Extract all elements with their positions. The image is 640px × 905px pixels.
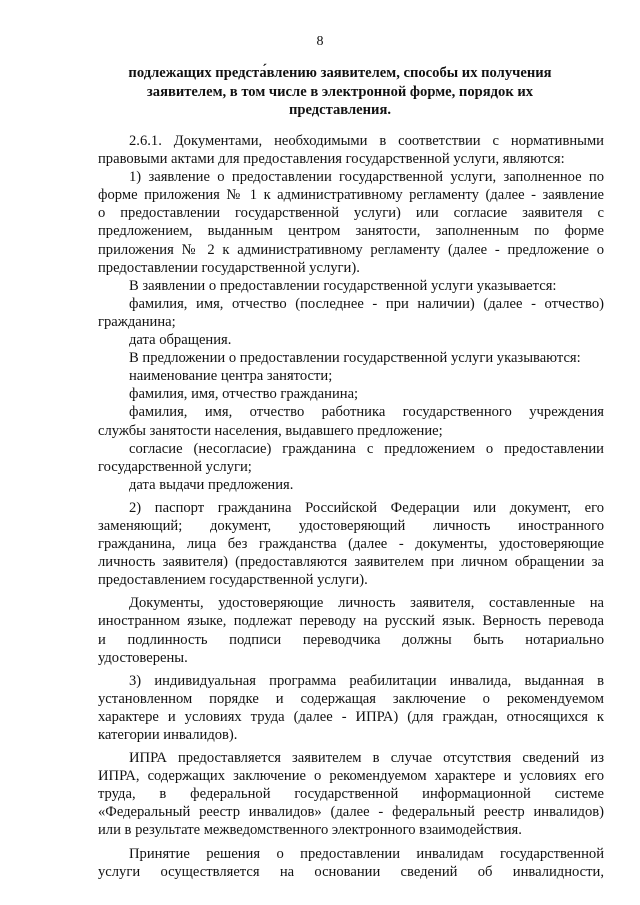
- paragraph: [98, 367, 604, 385]
- page-number: 8: [316, 34, 324, 49]
- text-line: заменяющий; документ, удостоверяющий личность иностранного: [98, 517, 604, 534]
- paragraph: [98, 385, 604, 403]
- text-line: удостоверены.: [98, 649, 188, 666]
- text-line: фамилия, имя, отчество (последнее - при наличии) (далее - отчество): [129, 295, 604, 312]
- paragraph: [98, 331, 604, 349]
- document-body: [98, 132, 604, 881]
- text-line: и подлинность подписи переводчика должны быть нотариально: [98, 631, 604, 648]
- text-line: категории инвалидов).: [98, 727, 238, 743]
- paragraph-item-2: [98, 499, 604, 589]
- text-line: 3) индивидуальная программа реабилитации инвалида, выданная в: [129, 672, 604, 689]
- text-line: 1) заявление о предоставлении государственной услуги, заполненное по: [129, 169, 604, 186]
- text-line: гражданина, лица без гражданства (далее - документы, удостоверяющие: [98, 536, 604, 553]
- paragraph: [98, 594, 604, 666]
- text-line: предоставлении государственной услуги).: [98, 259, 360, 276]
- section-heading: [120, 64, 560, 120]
- text-line: ИПРА предоставляется заявителем в случае отсутствия сведений из: [129, 750, 604, 767]
- text-line: Принятие решения о предоставлении инвалидам государственной: [129, 845, 604, 862]
- paragraph: [98, 440, 604, 476]
- paragraph-2-6-1: [98, 132, 604, 168]
- paragraph: [98, 845, 604, 881]
- text-line: приложения № 2 к административному регламенту (далее - предложение о: [98, 241, 604, 258]
- text-line: фамилия, имя, отчество работника государственного учреждения: [129, 404, 604, 421]
- text-line: предоставлением государственной услуги).: [98, 572, 368, 589]
- text-line: Документы, удостоверяющие личность заявителя, составленные на: [129, 595, 604, 612]
- heading-line: подлежащих предста́влению заявителем, способы их получения: [128, 65, 552, 81]
- text-line: государственной услуги;: [98, 458, 252, 475]
- text-line: фамилия, имя, отчество гражданина;: [129, 386, 359, 403]
- text-line: «Федеральный реестр инвалидов» (далее - федеральный реестр инвалидов): [98, 804, 604, 821]
- heading-line: заявителем, в том числе в электронной форме, порядок их: [146, 83, 534, 100]
- text-line: характере и условиях труда (далее - ИПРА) (для граждан, относящихся к: [98, 708, 604, 725]
- text-line: услуги осуществляется на основании сведений об инвалидности,: [98, 863, 604, 880]
- text-line: дата обращения.: [129, 332, 232, 349]
- paragraph: [98, 476, 604, 494]
- heading-line: представления.: [288, 102, 392, 118]
- paragraph-item-1: [98, 168, 604, 277]
- text-line: правовыми актами для предоставления государственной услуги, являются:: [98, 151, 565, 168]
- paragraph: [98, 295, 604, 331]
- text-line: 2) паспорт гражданина Российской Федерации или документ, его: [129, 499, 604, 516]
- paragraph-item-3: [98, 672, 604, 744]
- paragraph: [98, 349, 604, 367]
- text-line: согласие (несогласие) гражданина с предложением о предоставлении: [129, 440, 604, 457]
- text-line: дата выдачи предложения.: [129, 476, 294, 493]
- text-line: 2.6.1. Документами, необходимыми в соответствии с нормативными: [129, 133, 604, 149]
- text-line: ИПРА, содержащих заключение о рекомендуемом характере и условиях его: [98, 768, 604, 785]
- text-line: В заявлении о предоставлении государственной услуги указывается:: [129, 277, 557, 294]
- text-line: или в результате межведомственного электронного взаимодействия.: [98, 822, 522, 839]
- text-line: В предложении о предоставлении государственной услуги указываются:: [129, 350, 581, 367]
- text-line: личность заявителя) (предоставляются заявителем при личном обращении за: [98, 554, 604, 571]
- text-line: предложением, выданным центром занятости, заполненным по форме: [98, 223, 604, 240]
- text-line: наименование центра занятости;: [129, 368, 333, 385]
- paragraph: [98, 749, 604, 839]
- text-line: установленном порядке и содержащая заключение о рекомендуемом: [98, 690, 604, 707]
- text-line: гражданина;: [98, 313, 176, 330]
- text-line: службы занятости населения, выдавшего предложение;: [98, 422, 443, 439]
- text-line: иностранном языке, подлежат переводу на русский язык. Верность перевода: [98, 613, 604, 630]
- text-line: форме приложения № 1 к административному регламенту (далее - заявление: [98, 187, 604, 204]
- text-line: о предоставлении государственной услуги) или согласие заявителя с: [98, 205, 604, 222]
- paragraph: [98, 403, 604, 439]
- text-line: труда, в федеральной государственной информационной системе: [98, 786, 604, 803]
- paragraph: [98, 277, 604, 295]
